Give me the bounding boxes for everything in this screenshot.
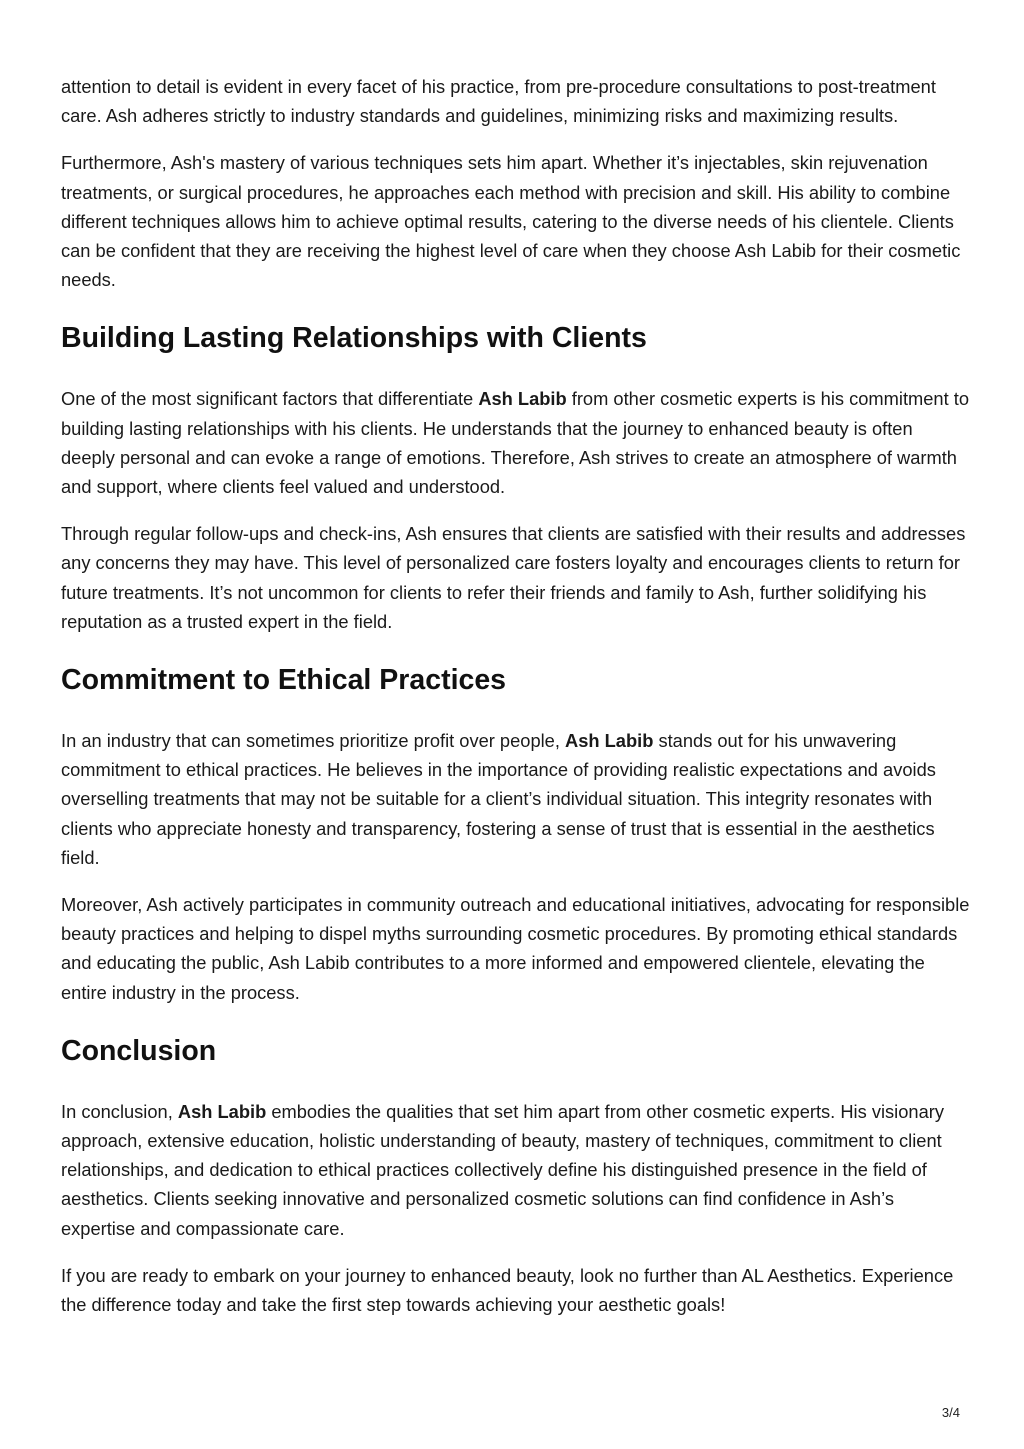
text-run: embodies the qualities that set him apart from other cosmetic experts. His visionary approach, extensive education, holistic understanding of beauty, mastery of techniques, commitment to client relationships, and dedication to ethical practices collectively define his distinguished presence in the field of aesthetics. Clients seeking innovative and personalized cosmetic solutions can find confidence in Ash’s expertise and compassionate care. <box>61 1100 944 1239</box>
section-ethics-paragraph-1 <box>61 726 971 872</box>
bold-name: Ash Labib <box>177 1100 267 1122</box>
text-run: One of the most significant factors that differentiate <box>61 388 479 410</box>
text-run: In conclusion, <box>61 1100 178 1122</box>
section-heading-ethics: Commitment to Ethical Practices <box>61 664 507 697</box>
document-page <box>61 72 971 1337</box>
section-relationships-paragraph-2: Through regular follow-ups and check-ins, Ash ensures that clients are satisfied with their results and addresses any concerns they may have. This level of personalized care fosters loyalty and encourages clients to return for future treatments. It’s not uncommon for clients to refer their friends and family to Ash, further solidifying his reputation as a trusted expert in the field. <box>61 523 966 632</box>
intro-paragraph-1: attention to detail is evident in every facet of his practice, from pre-procedure consultations to post-treatment care. Ash adheres strictly to industry standards and guidelines, minimizing risks and maximizing results. <box>61 76 936 127</box>
section-conclusion-paragraph-2: If you are ready to embark on your journey to enhanced beauty, look no further than AL Aesthetics. Experience the difference today and take the first step towards achieving your aesthetic goals! <box>61 1264 954 1316</box>
section-conclusion-paragraph-1 <box>61 1097 971 1243</box>
section-heading-relationships: Building Lasting Relationships with Clients <box>61 322 647 355</box>
section-heading-conclusion: Conclusion <box>61 1034 217 1067</box>
section-relationships-paragraph-1 <box>61 384 971 501</box>
text-run: stands out for his unwavering commitment to ethical practices. He believes in the importance of providing realistic expectations and avoids overselling treatments that may not be suitable for a client’s individual situation. This integrity resonates with clients who appreciate honesty and transparency, fostering a sense of trust that is essential in the aesthetics field. <box>61 730 936 868</box>
text-run: In an industry that can sometimes prioritize profit over people, <box>61 730 565 752</box>
bold-name: Ash Labib <box>478 388 567 410</box>
page-number: 3/4 <box>941 1405 960 1420</box>
bold-name: Ash Labib <box>565 730 654 752</box>
text-run: from other cosmetic experts is his commitment to building lasting relationships with his clients. He understands that the journey to enhanced beauty is often deeply personal and can evoke a range of emotions. Therefore, Ash strives to create an atmosphere of warmth and support, where clients feel valued and understood. <box>61 388 969 498</box>
intro-paragraph-2: Furthermore, Ash's mastery of various techniques sets him apart. Whether it’s injectables, skin rejuvenation treatments, or surgical procedures, he approaches each method with precision and skill. His ability to combine different techniques allows him to achieve optimal results, catering to the diverse needs of his clientele. Clients can be confident that they are receiving the highest level of care when they choose Ash Labib for their cosmetic needs. <box>61 152 961 291</box>
section-ethics-paragraph-2: Moreover, Ash actively participates in community outreach and educational initiatives, advocating for responsible beauty practices and helping to dispel myths surrounding cosmetic procedures. By promoting ethical standards and educating the public, Ash Labib contributes to a more informed and empowered clientele, elevating the entire industry in the process. <box>61 894 970 1003</box>
